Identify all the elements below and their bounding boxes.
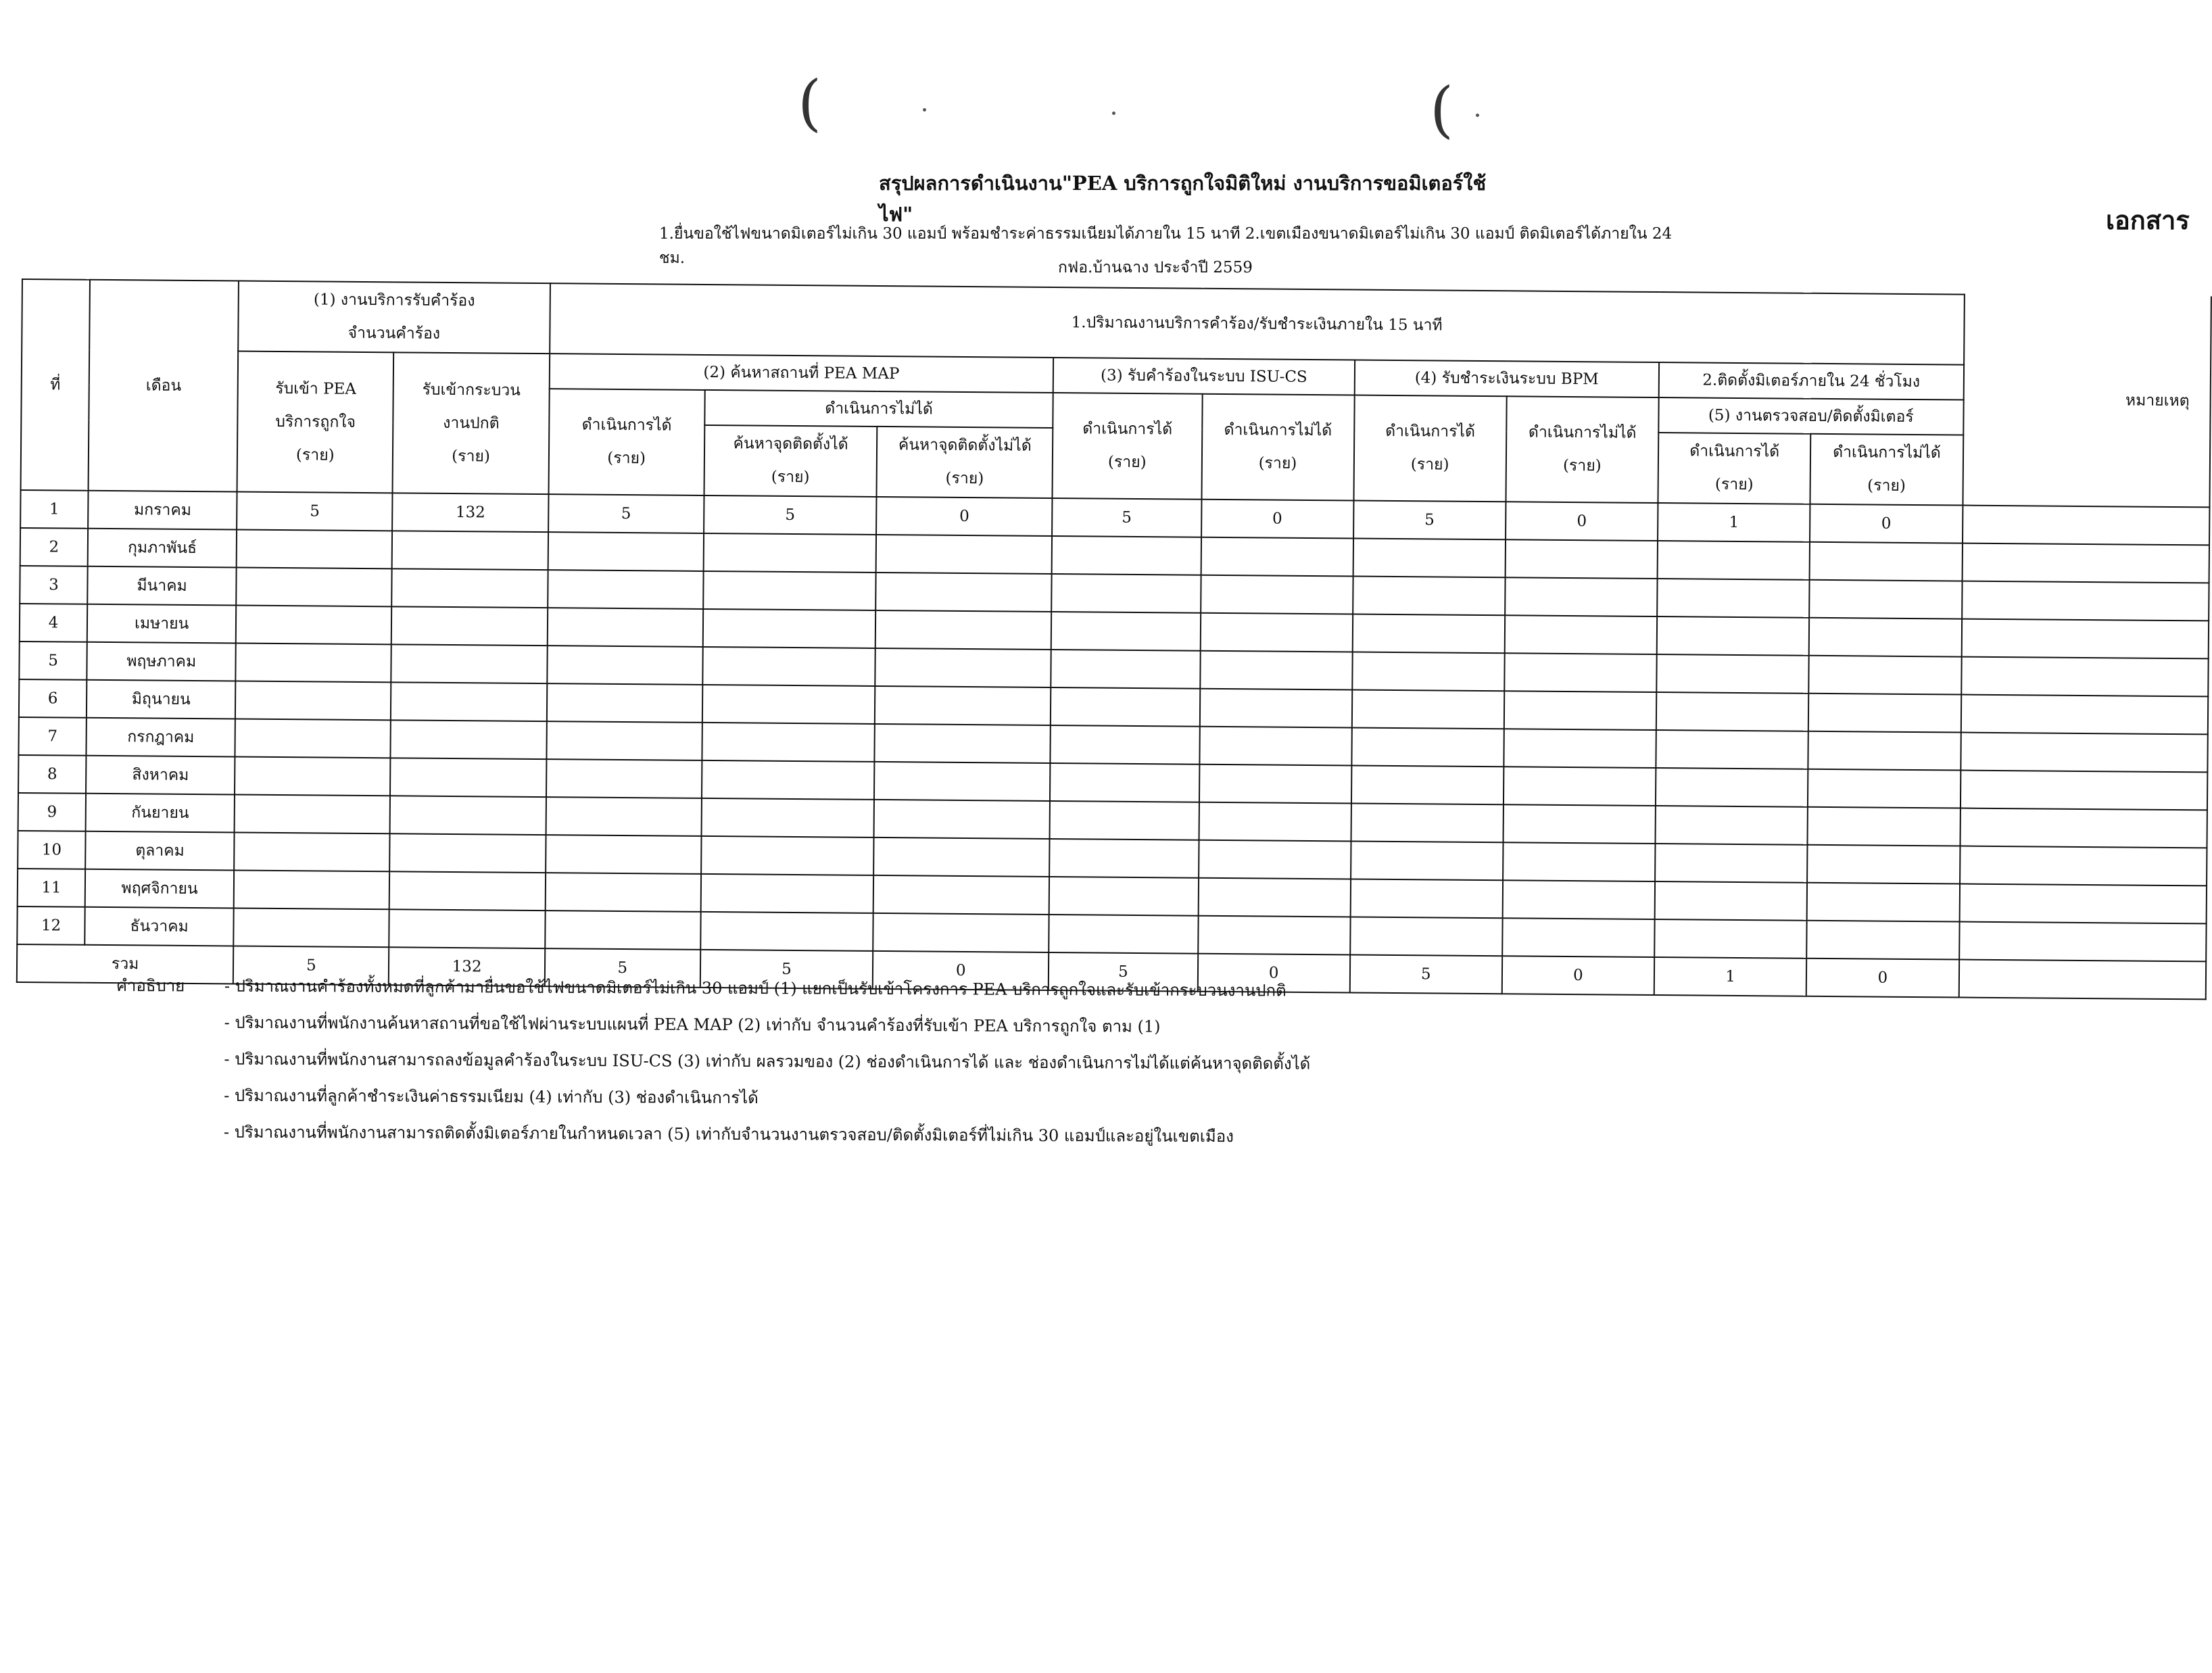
col-header-unit: (ราย) [945, 469, 984, 488]
remarks-cell [1958, 960, 2206, 1000]
col-header-not-done-label: ดำเนินการไม่ได้ [1528, 423, 1637, 442]
data-cell [874, 800, 1051, 839]
data-cell: 5 [548, 494, 704, 533]
data-cell [703, 609, 876, 648]
col-header-done-label: ดำเนินการได้ [1082, 420, 1173, 439]
data-cell [1201, 537, 1353, 577]
row-month: ธันวาคม [85, 907, 234, 946]
data-cell [1198, 916, 1351, 955]
data-cell [875, 724, 1051, 763]
punch-hole-mark-left: ( [798, 68, 822, 139]
col-header-unit: (ราย) [1410, 456, 1449, 474]
total-cell: 0 [1806, 959, 1959, 998]
data-cell [1200, 651, 1353, 690]
data-cell [1049, 839, 1199, 878]
data-cell [1051, 650, 1201, 689]
row-number: 12 [17, 906, 85, 945]
sub-header-peamap: (2) ค้นหาสถานที่ PEA MAP [549, 354, 1053, 393]
col-header-found-point [704, 425, 877, 497]
data-cell [1505, 615, 1658, 654]
row-month: กรกฎาคม [87, 718, 236, 757]
remarks-cell [1960, 808, 2207, 848]
row-month: พฤษภาคม [87, 642, 236, 681]
data-cell: 0 [1201, 500, 1354, 539]
data-cell [1809, 656, 1962, 695]
office-year: กฟอ.บ้านฉาง ประจำปี 2559 [1058, 259, 1253, 276]
document-subtitle: 1.ยื่นขอใช้ไฟขนาดมิเตอร์ไม่เกิน 30 แอมป์ พร้อมชำระค่าธรรมเนียมได้ภายใน 15 นาที 2.เขตเมืองขนาดมิเตอร์ไม่เกิน 30 แอมป์ ติดมิเตอร์ได้ภายใน 24 ชม. [659, 225, 1673, 267]
data-cell [234, 832, 390, 871]
note-item: - ปริมาณงานคำร้องทั้งหมดที่ลูกค้ามายื่นขอใช้ไฟขนาดมิเตอร์ไม่เกิน 30 แอมป์ (1) แยกเป็นรับเข้าโครงการ PEA บริการถูกใจและรับเข้ากระบวนงานปกติ [224, 976, 1287, 1000]
remarks-cell [1961, 733, 2208, 773]
data-cell [1656, 692, 1809, 731]
data-cell: 5 [237, 492, 393, 531]
data-cell [1201, 575, 1353, 614]
data-cell [548, 570, 704, 609]
data-cell [1350, 879, 1503, 918]
row-month: มิถุนายน [87, 680, 236, 719]
data-cell [389, 871, 546, 911]
note-item: - ปริมาณงานที่พนักงานสามารถลงข้อมูลคำร้องในระบบ ISU-CS (3) เท่ากับ ผลรวมของ (2) ช่องดำเนินการได้ และ ช่องดำเนินการไม่ได้แต่ค้นหาจุดติดตั้งได้ [224, 1049, 1311, 1073]
row-month: เมษายน [87, 604, 237, 644]
col-header-not-found-point [877, 427, 1053, 498]
scan-speck [1112, 112, 1115, 115]
data-cell [1654, 919, 1807, 959]
scan-speck [1476, 114, 1479, 117]
data-cell [1657, 616, 1810, 656]
data-cell [547, 683, 703, 723]
total-cell: 0 [1502, 956, 1655, 995]
data-cell [1657, 579, 1810, 618]
data-cell [1808, 731, 1961, 771]
data-cell [701, 798, 874, 838]
data-cell [1807, 845, 1960, 884]
data-cell [1809, 618, 1962, 657]
col-header-unit: (ราย) [1562, 456, 1602, 475]
data-cell [392, 531, 548, 570]
total-cell: 5 [700, 950, 873, 989]
data-cell [876, 535, 1053, 574]
group-header-24h: 2.ติดตั้งมิเตอร์ภายใน 24 ชั่วโมง [1659, 362, 1964, 400]
table-body [17, 490, 2210, 999]
document-tag: เอกสาร [2106, 205, 2190, 235]
data-cell [1809, 580, 1962, 619]
sub-header-isucs: (3) รับคำร้องในระบบ ISU-CS [1053, 358, 1355, 395]
row-number: 3 [20, 566, 88, 604]
col-header-req-normal [393, 352, 550, 494]
col-header-bpm-not-done [1506, 396, 1658, 503]
group-header-requests [238, 281, 550, 354]
col-header-not-done-label: ดำเนินการไม่ได้ [1833, 443, 1941, 462]
remarks-cell [1961, 695, 2208, 735]
col-header-done-label: ดำเนินการได้ [581, 416, 672, 435]
data-cell [1199, 689, 1352, 728]
data-cell: 5 [1052, 498, 1201, 537]
data-cell [701, 836, 874, 875]
row-number: 1 [20, 490, 89, 529]
data-cell [237, 530, 393, 569]
data-cell [235, 757, 391, 796]
data-cell [1502, 918, 1655, 957]
total-label: รวม [17, 944, 234, 984]
col-header-req-pea-line1: รับเข้า PEA [275, 379, 357, 398]
data-cell [1504, 653, 1657, 692]
col-header-inspect-not-done [1810, 434, 1963, 506]
col-header-req-normal-line2: งานปกติ [443, 414, 500, 433]
remarks-cell [1963, 506, 2210, 545]
sub-header-inspect: (5) งานตรวจสอบ/ติดตั้งมิเตอร์ [1658, 397, 1963, 435]
remarks-cell [1961, 619, 2209, 659]
data-cell [874, 762, 1051, 801]
row-month: สิงหาคม [86, 756, 235, 795]
data-cell [1351, 727, 1504, 767]
col-header-no: ที่ [21, 279, 91, 491]
data-cell [702, 647, 875, 686]
row-number: 4 [20, 604, 88, 642]
data-cell [1198, 878, 1351, 917]
data-cell [391, 682, 547, 721]
data-cell [1655, 881, 1808, 921]
sub-header-peamap-not-done: ดำเนินการไม่ได้ [704, 390, 1053, 428]
data-cell: 5 [704, 495, 877, 535]
note-item: - ปริมาณงานที่ลูกค้าชำระเงินค่าธรรมเนียม (4) เท่ากับ (3) ช่องดำเนินการได้ [224, 1086, 759, 1108]
data-cell [545, 911, 701, 950]
data-cell [875, 686, 1051, 725]
data-cell [236, 606, 392, 645]
data-cell [702, 685, 875, 724]
remarks-cell [1961, 657, 2209, 697]
data-cell [1808, 694, 1961, 733]
row-number: 7 [18, 717, 87, 756]
remarks-cell [1962, 543, 2209, 583]
data-cell [1351, 803, 1504, 842]
col-header-inspect-done [1658, 433, 1811, 504]
data-cell [1656, 768, 1808, 807]
row-number: 6 [19, 679, 87, 718]
data-cell [1807, 883, 1960, 922]
data-cell [546, 835, 702, 874]
total-cell: 1 [1654, 957, 1807, 996]
row-month: มีนาคม [87, 566, 237, 606]
data-cell [1808, 769, 1961, 808]
data-cell [547, 608, 703, 647]
data-cell [1505, 577, 1658, 616]
data-cell [1352, 614, 1505, 653]
data-cell [1352, 652, 1505, 691]
scan-speck [923, 108, 926, 112]
data-cell [1199, 840, 1351, 879]
data-cell [1351, 765, 1504, 804]
col-header-bpm-done [1353, 395, 1506, 502]
col-header-unit: (ราย) [1258, 454, 1297, 472]
row-number: 8 [18, 755, 87, 794]
col-header-isucs-done [1053, 393, 1202, 500]
data-cell [1050, 763, 1199, 802]
row-month: มกราคม [88, 491, 237, 530]
punch-hole-mark-right: ( [1430, 74, 1454, 145]
data-cell [1503, 842, 1656, 881]
data-cell [701, 874, 874, 913]
row-month: พฤศจิกายน [85, 869, 235, 908]
col-header-req-normal-line1: รับเข้ากระบวน [422, 381, 521, 399]
total-cell: 5 [1349, 954, 1502, 994]
data-cell [1350, 917, 1503, 956]
data-cell [873, 838, 1050, 877]
data-cell [1051, 612, 1201, 651]
col-header-unit: (ราย) [771, 468, 810, 487]
data-cell [1200, 613, 1353, 652]
row-month: กุมภาพันธ์ [88, 529, 237, 568]
row-number: 10 [18, 831, 86, 869]
data-cell [236, 568, 392, 607]
col-header-month: เดือน [89, 280, 239, 492]
row-number: 2 [20, 528, 89, 566]
data-cell [548, 532, 704, 571]
summary-table-sheet [16, 278, 2212, 1000]
data-cell: 0 [1810, 504, 1963, 543]
col-header-isucs-not-done [1201, 394, 1354, 501]
remarks-cell [1959, 884, 2207, 924]
data-cell [1049, 877, 1199, 916]
data-cell [1808, 807, 1961, 846]
data-cell [703, 571, 876, 610]
data-cell [875, 648, 1051, 687]
data-cell [1199, 802, 1351, 842]
col-header-req-pea-line2: บริการถูกใจ [275, 412, 356, 431]
group-header-requests-title: (1) งานบริการรับคำร้อง [313, 291, 475, 310]
row-number: 9 [18, 793, 87, 831]
data-cell [546, 797, 702, 836]
data-cell: 132 [393, 493, 549, 532]
data-cell [1199, 727, 1352, 766]
data-cell [546, 759, 702, 798]
row-number: 11 [18, 869, 86, 907]
total-cell: 5 [544, 948, 700, 988]
col-header-unit: (ราย) [452, 447, 490, 465]
data-cell [1052, 536, 1201, 575]
col-header-peamap-done [548, 389, 704, 495]
total-cell: 0 [873, 951, 1049, 990]
data-cell [875, 610, 1052, 650]
data-cell [1353, 576, 1506, 615]
data-cell [234, 870, 390, 909]
total-cell: 5 [1049, 952, 1198, 992]
data-cell [1051, 687, 1200, 727]
data-cell [390, 833, 546, 873]
group-header-requests-sub: จำนวนคำร้อง [347, 324, 441, 343]
data-cell [700, 912, 873, 951]
data-cell [702, 760, 875, 800]
data-cell [1050, 801, 1199, 840]
data-cell [1503, 804, 1656, 844]
data-cell [1656, 806, 1808, 845]
sub-header-bpm: (4) รับชำระเงินระบบ BPM [1354, 360, 1659, 397]
remarks-cell [1960, 771, 2207, 810]
data-cell [1504, 729, 1656, 768]
data-cell [1504, 691, 1657, 730]
col-header-unit: (ราย) [1107, 453, 1147, 472]
remarks-cell [1960, 846, 2207, 886]
data-cell [235, 794, 391, 833]
note-item: - ปริมาณงานที่พนักงานค้นหาสถานที่ขอใช้ไฟผ่านระบบแผนที่ PEA MAP (2) เท่ากับ จำนวนคำร้องที่รับเข้า PEA บริการถูกใจ ตาม (1) [224, 1013, 1161, 1036]
col-header-remarks: หมายเหตุ [1963, 295, 2211, 508]
col-header-unit: (ราย) [295, 445, 335, 464]
col-header-unit: (ราย) [1867, 477, 1906, 495]
data-cell [1810, 542, 1963, 581]
data-cell [1655, 844, 1808, 883]
notes-section [116, 972, 1468, 1161]
col-header-req-pea [237, 351, 394, 493]
col-header-done-label: ดำเนินการได้ [1385, 422, 1476, 441]
data-cell: 5 [1353, 500, 1506, 539]
data-cell [702, 723, 875, 762]
data-cell [704, 533, 877, 573]
col-header-unit: (ราย) [1714, 475, 1754, 494]
data-cell [1658, 541, 1810, 580]
data-cell [1351, 841, 1504, 880]
data-cell [235, 681, 391, 721]
data-cell [1199, 765, 1351, 804]
data-cell: 0 [1506, 502, 1658, 541]
total-cell: 132 [389, 947, 545, 986]
row-month: ตุลาคม [85, 831, 235, 871]
notes-list [116, 972, 1468, 1161]
data-cell [392, 568, 548, 608]
group-header-15min: 1.ปริมาณงานบริการคำร้อง/รับชำระเงินภายใน 15 นาที [550, 283, 1965, 364]
data-cell [391, 720, 547, 759]
data-cell [1503, 880, 1656, 919]
col-header-not-found-point-label: ค้นหาจุดติดตั้งไม่ได้ [898, 436, 1032, 455]
data-cell [1049, 915, 1199, 954]
data-cell [235, 719, 391, 758]
note-item: - ปริมาณงานที่พนักงานสามารถติดตั้งมิเตอร์ภายในกำหนดเวลา (5) เท่ากับจำนวนงานตรวจสอบ/ติดตั้งมิเตอร์ที่ไม่เกิน 30 แอมป์และอยู่ในเขตเมือง [223, 1122, 1234, 1146]
notes-label: คำอธิบาย [116, 976, 185, 996]
document-title: สรุปผลการดำเนินงาน"PEA บริการถูกใจมิติใหม่ งานบริการขอมิเตอร์ใช้ไฟ" [879, 172, 1487, 226]
data-cell [390, 758, 546, 797]
total-cell: 0 [1197, 954, 1350, 993]
data-cell [390, 796, 546, 835]
total-cell: 5 [233, 946, 389, 985]
data-cell [234, 908, 390, 947]
data-cell [1352, 689, 1505, 729]
summary-table [16, 278, 2212, 1000]
data-cell [546, 721, 702, 760]
row-number: 5 [19, 641, 87, 680]
data-cell [1806, 921, 1959, 960]
col-header-unit: (ราย) [607, 449, 646, 468]
data-cell: 0 [876, 497, 1053, 536]
data-cell [391, 606, 548, 646]
col-header-not-done-label: ดำเนินการไม่ได้ [1224, 420, 1332, 440]
data-cell [1505, 539, 1658, 579]
remarks-cell [1959, 922, 2207, 962]
data-cell [873, 913, 1049, 952]
remarks-cell [1962, 581, 2209, 621]
data-cell [545, 873, 701, 912]
data-cell [1656, 654, 1809, 694]
data-cell [391, 644, 548, 683]
data-cell [1353, 538, 1506, 577]
data-cell [1656, 730, 1808, 769]
data-cell [236, 644, 392, 683]
data-cell [875, 573, 1052, 612]
col-header-done-label: ดำเนินการได้ [1689, 442, 1780, 461]
data-cell [547, 646, 703, 685]
data-cell: 1 [1658, 503, 1810, 542]
data-cell [1504, 767, 1656, 806]
col-header-found-point-label: ค้นหาจุดติดตั้งได้ [733, 435, 848, 454]
data-cell [1051, 725, 1200, 765]
data-cell [389, 909, 546, 948]
data-cell [873, 875, 1050, 915]
data-cell [1051, 574, 1201, 613]
row-month: กันยายน [86, 794, 235, 833]
